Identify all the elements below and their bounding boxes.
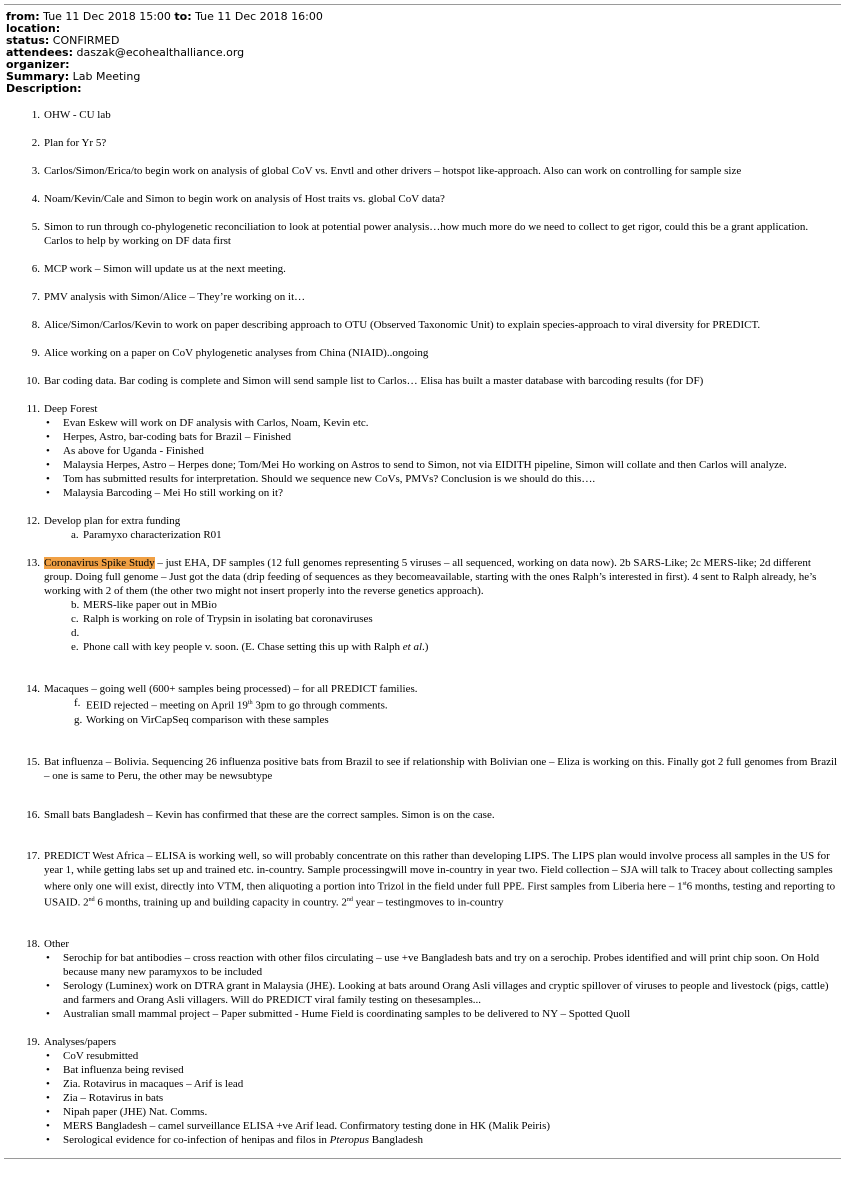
list-item-9: 9. Alice working on a paper on CoV phylogenetic analyses from China (NIAID)..ongoing [31, 347, 429, 359]
sub-item: f. EEID rejected – meeting on April 19th 3pm to go through comments. [74, 697, 388, 712]
list-item-12: 12. Develop plan for extra funding a. Paramyxo characterization R01 [24, 514, 839, 542]
from-line: from: Tue 11 Dec 2018 15:00 to: Tue 11 Dec 2018 16:00 [6, 10, 323, 23]
bullet-item: • Serochip for bat antibodies – cross reaction with other filos circulating – use +ve Bangladesh bats and try on a serochip. Probes identified and will print chip soon. On Hold because many new paramyxos to be included [42, 951, 839, 979]
summary-value: Lab Meeting [72, 70, 141, 83]
organizer-line: organizer: [6, 58, 70, 71]
list-item-16: 16. Small bats Bangladesh – Kevin has confirmed that these are the correct samples. Simon is on the case. [26, 808, 495, 821]
location-line: location: [6, 22, 61, 35]
bottom-divider [4, 1158, 841, 1159]
bullet-item: • Serology (Luminex) work on DTRA grant in Malaysia (JHE). Looking at bats around Orang Asli villages and cryptic spillover of viruses to people and livestock (pigs, cattle) and farmers and Orang Asli villagers. Will do PREDICT viral family testing on thesesamples... [42, 979, 839, 1007]
bullet-item: • Evan Eskew will work on DF analysis with Carlos, Noam, Kevin etc. [42, 416, 839, 430]
sub-item: d. [71, 627, 80, 639]
to-value: Tue 11 Dec 2018 16:00 [195, 10, 323, 23]
description-body [24, 108, 839, 1147]
from-value: Tue 11 Dec 2018 15:00 [43, 10, 171, 23]
list-item-8: 8. Alice/Simon/Carlos/Kevin to work on paper describing approach to OTU (Observed Taxonomic Unit) to explain species-approach to viral diversity for PREDICT. [31, 319, 761, 331]
bullet-item: • Malaysia Barcoding – Mei Ho still working on it? [42, 486, 839, 500]
bullet-item: • Australian small mammal project – Paper submitted - Hume Field is coordinating samples to be delivered to NY – Spotted Quoll [42, 1007, 839, 1021]
list-item-7: 7. PMV analysis with Simon/Alice – They’re working on it… [31, 291, 306, 303]
bullet-item: • MERS Bangladesh – camel surveillance ELISA +ve Arif lead. Confirmatory testing done in HK (Malik Peiris) [42, 1119, 839, 1133]
list-item-13: 13. Coronavirus Spike Study – just EHA, DF samples (12 full genomes representing 5 viruses – all sequenced, working on data now). 2b SARS-Like; 2c MERS-like; 2d different group. Doing full genome – Just got the data (drip feeding of sequences as they becomeavailable, starting with the ones Ralph’s interested in first). 4 sent to Ralph already, he’s working with 2 of them (the other two might not insert properly into the reverse genetics approach). b. MERS-like paper out in MBio c. Ralph is working on role of Trypsin in isolating bat coronaviruses d. e. Phone call with key people v. soon. (E. Chase setting this up with Ralph et al.) [24, 556, 839, 654]
sub-item: c. Ralph is working on role of Trypsin in isolating bat coronaviruses [71, 613, 373, 625]
attendees-line: attendees: daszak@ecohealthalliance.org [6, 46, 245, 59]
bullet-item: • Serological evidence for co-infection of henipas and filos in Pteropus Bangladesh [42, 1133, 839, 1147]
list-item-10: 10. Bar coding data. Bar coding is complete and Simon will send sample list to Carlos… Elisa has built a master database with barcoding results (for DF) [26, 375, 704, 387]
sub-item: g. Working on VirCapSeq comparison with these samples [74, 713, 329, 726]
bullet-item: • Zia – Rotavirus in bats [42, 1091, 839, 1105]
list-item-19: 19. Analyses/papers • CoV resubmitted • Bat influenza being revised • Zia. Rotavirus in macaques – Arif is lead • Zia – Rotavirus in bats • Nipah paper (JHE) Nat. Comms. • MERS Bangladesh – camel surveillance ELISA +ve Arif lead. Confirmatory testing done in HK (Malik Peiris) • Serological evidence for co-infection of henipas and filos in Pteropus Bangladesh [24, 1035, 839, 1147]
list-item-6: 6. MCP work – Simon will update us at the next meeting. [31, 263, 286, 275]
list-item-15: 15. Bat influenza – Bolivia. Sequencing 26 influenza positive bats from Brazil to see if relationship with Bolivian one – Eliza is working on this. Finally got 2 full genomes from Brazil – one is same to Peru, the other may be newsubtype [26, 755, 838, 782]
top-divider [4, 4, 841, 5]
event-header [6, 11, 323, 95]
summary-line: Summary: Lab Meeting [6, 70, 141, 83]
bullet-item: • Nipah paper (JHE) Nat. Comms. [42, 1105, 839, 1119]
bullet-item: • As above for Uganda - Finished [42, 444, 839, 458]
bullet-item: • Bat influenza being revised [42, 1063, 839, 1077]
list-item-17: 17. PREDICT West Africa – ELISA is working well, so will probably concentrate on this rather than developing LIPS. The LIPS plan would involve process all samples in the US for year 1, while getting labs set up and trained etc. in-country. Sample processingwill move in-country in year two. Field collection – SJA will talk to Tracey about collecting samples where only one will exist, directly into VTM, then aliquoting a portion into Trizol in the field under full PPE. First samples from Liberia here – 1st6 months, testing and reporting to USAID. 2nd 6 months, training up and building capacity in country. 2nd year – testingmoves to in-country [26, 849, 836, 909]
list-item-14: 14. Macaques – going well (600+ samples being processed) – for all PREDICT families. f. EEID rejected – meeting on April 19th 3pm to go through comments. g. Working on VirCapSeq comparison with these samples [24, 682, 839, 727]
bullet-item: • CoV resubmitted [42, 1049, 839, 1063]
bullet-item: • Tom has submitted results for interpretation. Should we sequence new CoVs, PMVs? Conclusion is we should do this…. [42, 472, 839, 486]
sub-item: e. Phone call with key people v. soon. (E. Chase setting this up with Ralph et al.) [71, 641, 429, 653]
list-item-1: 1. OHW - CU lab [31, 109, 111, 121]
bullet-item: • Malaysia Herpes, Astro – Herpes done; Tom/Mei Ho working on Astros to send to Simon, not via EIDITH pipeline, Simon will collate and then Carlos will analyze. [42, 458, 839, 472]
bullet-item: • Herpes, Astro, bar-coding bats for Brazil – Finished [42, 430, 839, 444]
list-item-4: 4. Noam/Kevin/Cale and Simon to begin work on analysis of Host traits vs. global CoV data? [31, 193, 445, 205]
list-item-11: 11. Deep Forest • Evan Eskew will work on DF analysis with Carlos, Noam, Kevin etc. • Herpes, Astro, bar-coding bats for Brazil – Finished • As above for Uganda - Finished • Malaysia Herpes, Astro – Herpes done; Tom/Mei Ho working on Astros to send to Simon, not via EIDITH pipeline, Simon will collate and then Carlos will analyze. • Tom has submitted results for interpretation. Should we sequence new CoVs, PMVs? Conclusion is we should do this…. • Malaysia Barcoding – Mei Ho still working on it? [24, 402, 839, 500]
list-item-2: 2. Plan for Yr 5? [31, 137, 107, 149]
list-item-3: 3. Carlos/Simon/Erica/to begin work on analysis of global CoV vs. Envtl and other drivers – hotspot like-approach. Also can work on controlling for sample size [31, 165, 742, 177]
description-line: Description: [6, 82, 82, 95]
status-value: CONFIRMED [52, 34, 120, 47]
list-item-5: 5. Simon to run through co-phylogenetic reconciliation to look at potential power analysis…how much more do we need to collect to get rigor, could this be a grant application. Carlos to help by working on DF data first [31, 221, 809, 247]
attendees-value: daszak@ecohealthalliance.org [76, 46, 245, 59]
sub-item: a. Paramyxo characterization R01 [71, 529, 222, 541]
bullet-item: • Zia. Rotavirus in macaques – Arif is lead [42, 1077, 839, 1091]
list-item-18: 18. Other • Serochip for bat antibodies – cross reaction with other filos circulating – use +ve Bangladesh bats and try on a serochip. Probes identified and will print chip soon. On Hold because many new paramyxos to be included • Serology (Luminex) work on DTRA grant in Malaysia (JHE). Looking at bats around Orang Asli villages and cryptic spillover of viruses to people and livestock (pigs, cattle) and farmers and Orang Asli villagers. Will do PREDICT viral family testing on thesesamples... • Australian small mammal project – Paper submitted - Hume Field is coordinating samples to be delivered to NY – Spotted Quoll [24, 937, 839, 1021]
sub-item: b. MERS-like paper out in MBio [71, 599, 217, 611]
status-line: status: CONFIRMED [6, 34, 120, 47]
highlighted-text: Coronavirus Spike Study [44, 557, 155, 569]
